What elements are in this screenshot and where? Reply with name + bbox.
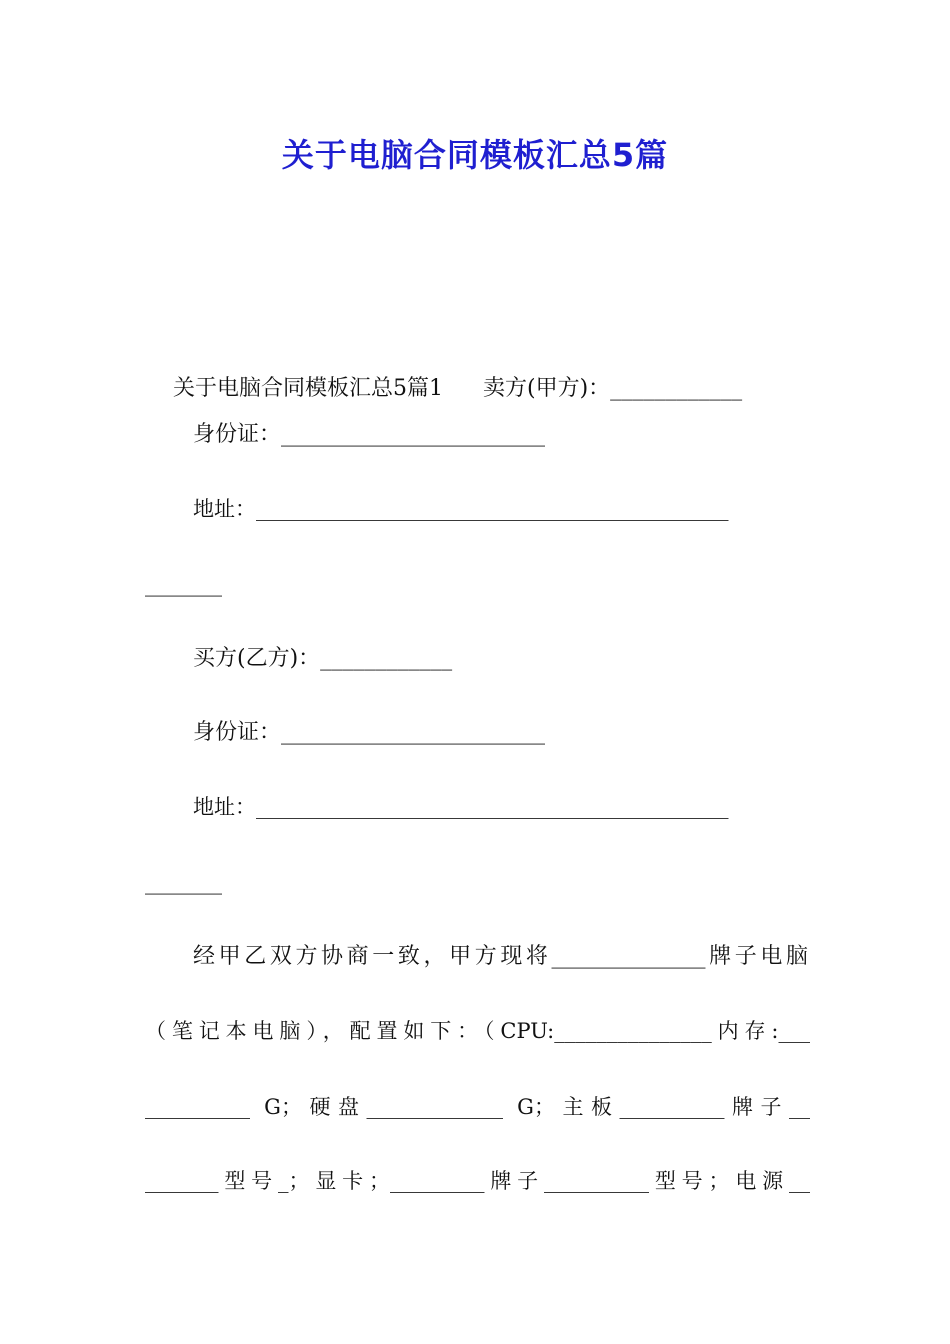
document-title: 关于电脑合同模板汇总5篇 bbox=[281, 136, 669, 174]
body-paragraph-line-3: __________ G；硬盘_____________ G；主板__________牌子__ bbox=[145, 1095, 810, 1119]
seller-field: 卖方(甲方)：____________ bbox=[482, 376, 743, 401]
seller-id-field: 身份证：________________________ bbox=[193, 422, 546, 447]
body-paragraph-line-4: _______型号_；显卡；_________牌子__________型号；电源__ bbox=[145, 1169, 810, 1193]
buyer-address-continuation: _______ bbox=[145, 870, 222, 895]
contract-heading: 关于电脑合同模板汇总5篇1 bbox=[172, 376, 443, 401]
body-paragraph-line-2: （笔记本电脑），配置如下：（CPU:_______________内存:___ bbox=[145, 1019, 810, 1043]
seller-address-field: 地址：_____________________________________________ bbox=[193, 497, 729, 521]
buyer-field: 买方(乙方)：____________ bbox=[193, 646, 453, 671]
body-paragraph-line-1: 经甲乙双方协商一致，甲方现将______________牌子电脑 bbox=[193, 944, 808, 969]
buyer-id-field: 身份证：________________________ bbox=[193, 720, 546, 745]
buyer-address-field: 地址：_____________________________________________ bbox=[193, 795, 729, 819]
seller-address-continuation: _______ bbox=[145, 572, 222, 597]
